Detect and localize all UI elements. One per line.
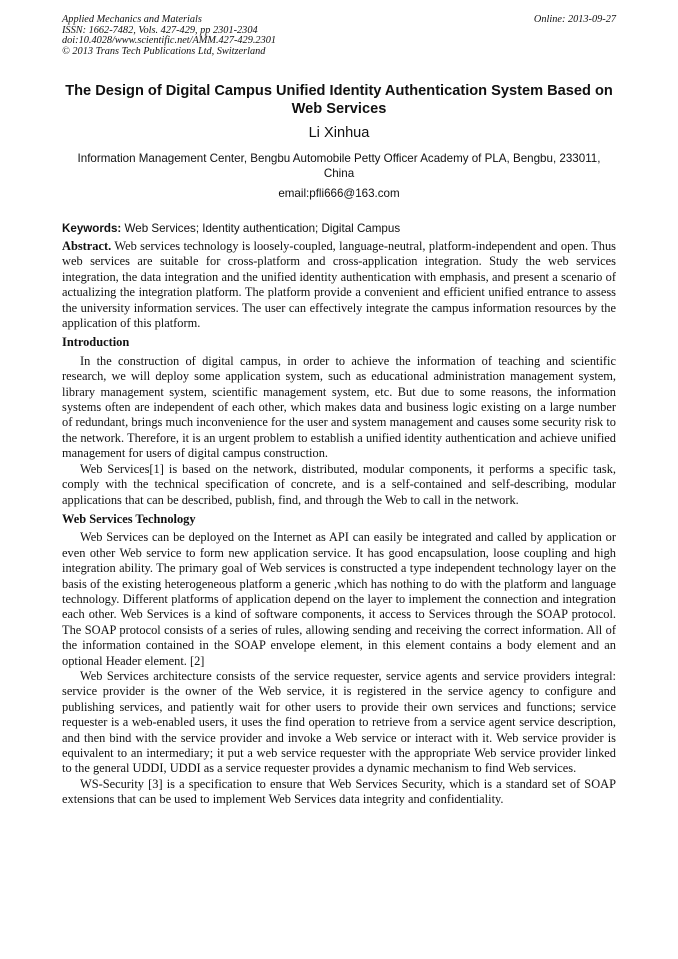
journal-header <box>62 15 616 57</box>
journal-name: Applied Mechanics and Materials <box>62 14 202 25</box>
paragraph-ws-2: Web Services architecture consists of the service requester, service agents and service providers integral: service provider is the owner of the Web service, it is registered in the service agency to configure and publishing services, and patiently wait for other users to provide their own services and functions; service requester is a web-enabled users, it uses the find operation to retrieve from a service agent service description, and then bind with the service provider and invoke a Web service or interact with it. Web service provider is equivalent to an intermediary; it put a web service requester with the appropriate Web service provider linked to the general UDDI, UDDI as a service requester provides a dynamic mechanism to find Web services. <box>62 668 616 776</box>
section-heading-introduction: Introduction <box>62 335 130 350</box>
abstract-label: Abstract. <box>62 239 112 253</box>
journal-copyright: © 2013 Trans Tech Publications Ltd, Switzerland <box>62 45 266 57</box>
paragraph-ws-3: WS-Security [3] is a specification to ensure that Web Services Security, which is a standard set of SOAP extensions that can be used to implement Web Services data integrity and confidentiality. <box>62 776 616 807</box>
journal-doi: doi:10.4028/www.scientific.net/AMM.427-429.2301 <box>62 35 277 46</box>
abstract-text: Web services technology is loosely-coupled, language-neutral, platform-independent and open. Thus web services are suitable for cross-platform and cross-application integration. Study the web services integration, the data integration and the unified identity authentication with emphasis, and present a scenario of actualizing the integration platform. The platform provide a convenient and efficient unified entrance to assess the university information services. The user can effectively integrate the campus information resources by the application of this platform. <box>62 239 617 331</box>
paragraph-intro-2: Web Services[1] is based on the network, distributed, modular components, it performs a specific task, comply with the technical specification of concrete, and is a self-contained and self-describing, modular applications that can be described, publish, find, and through the Web to call in the network. <box>62 461 616 507</box>
keywords <box>62 221 616 236</box>
keywords-text: Web Services; Identity authentication; Digital Campus <box>124 222 401 235</box>
section-heading-web-services: Web Services Technology <box>62 511 196 526</box>
paper-title: The Design of Digital Campus Unified Identity Authentication System Based on Web Services <box>65 83 613 117</box>
keywords-label: Keywords: <box>62 222 122 235</box>
paper-body <box>62 239 616 808</box>
paragraph-intro-1: In the construction of digital campus, in order to achieve the information of teaching and scientific research, we will deploy some application system, such as educational administration management system, library management system, scientific management system, etc. But due to some reasons, the information systems often are independent of each other, which makes data and business logic existing on a large number of redundant, brings much inconvenience for the user and system management and causes some security risk to the network. Therefore, it is an urgent problem to establish a unified identity authentication and achieve unified management for users of digital campus construction. <box>62 353 616 461</box>
online-date: Online: 2013-09-27 <box>533 14 616 25</box>
paper-author: Li Xinhua <box>308 125 370 141</box>
journal-issn: ISSN: 1662-7482, Vols. 427-429, pp 2301-2304 <box>62 24 258 36</box>
paragraph-ws-1: Web Services can be deployed on the Internet as API can easily be integrated and called by application or even other Web service to form new application service. It has good encapsulation, loose coupling and high integration ability. The primary goal of Web services is constructed a type independent technology layer on the basis of the existing heterogeneous platform a generic ,which has nothing to do with the platform and language technology. Different platforms of application depend on the layer to implement the connection and integration each other. Web Services is a kind of software components, it access to Services through the SOAP protocol. The SOAP protocol consists of a series of rules, allowing sending and receiving the correct information. All of the information contained in the SOAP envelope element, in this element contains a body element and an optional Header element. [2] <box>62 530 616 668</box>
author-email: email:pfli666@163.com <box>278 187 400 200</box>
author-affiliation: Information Management Center, Bengbu Automobile Petty Officer Academy of PLA, Bengbu, 233011, China <box>77 152 601 180</box>
abstract-paragraph <box>62 239 616 331</box>
